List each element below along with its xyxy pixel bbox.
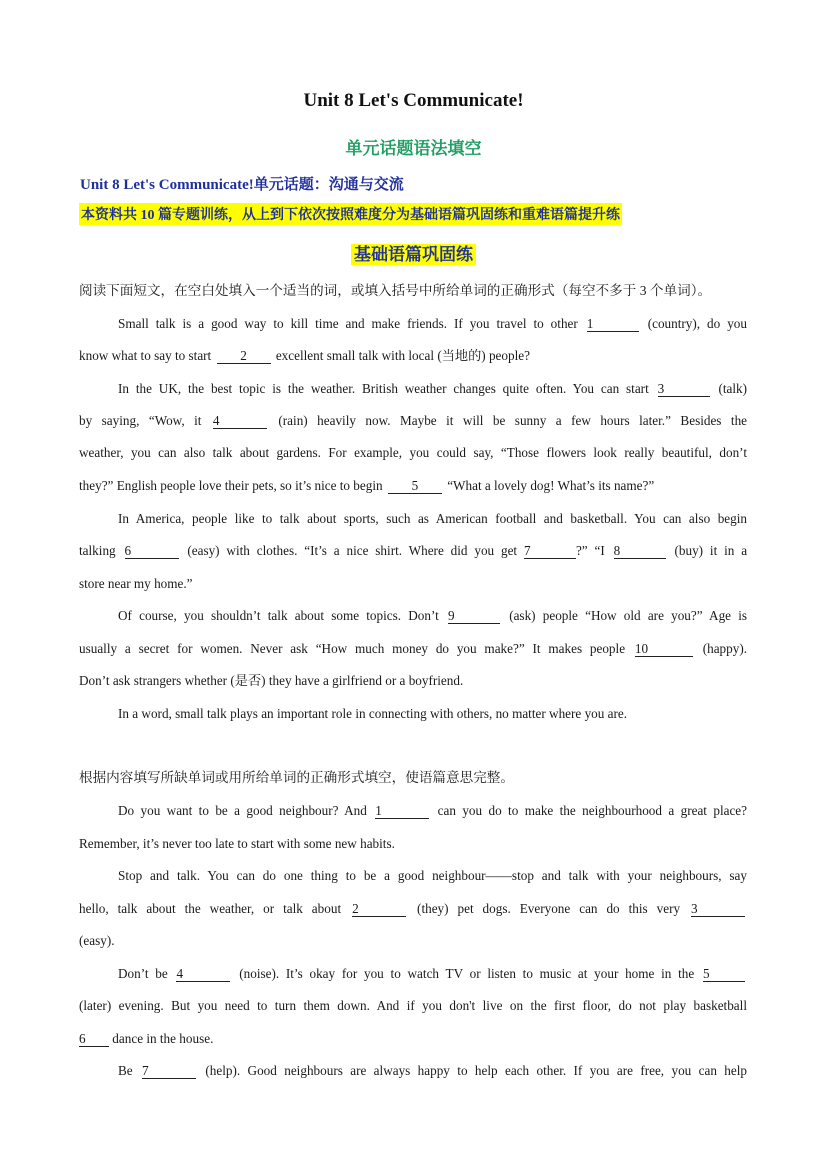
p1-line: weather, you can also talk about gardens. For example, you could say, “Those flowers look really beautiful, don’t	[79, 445, 747, 460]
answer-blank[interactable]: 3	[691, 901, 745, 917]
p2-line: (easy).	[79, 933, 115, 948]
answer-blank[interactable]: 7	[524, 543, 576, 559]
p1-line: In a word, small talk plays an important role in connecting with others, no matter where you are.	[118, 706, 628, 721]
answer-blank[interactable]: 9	[448, 608, 500, 624]
section-heading-text: 基础语篇巩固练	[351, 244, 476, 265]
answer-blank[interactable]: 10	[635, 641, 693, 657]
answer-blank[interactable]: 1	[375, 803, 429, 819]
answer-blank[interactable]: 6	[125, 543, 179, 559]
p1-line: know what to say to start 2 excellent small talk with local (当地的) people?	[79, 348, 530, 363]
answer-blank[interactable]: 4	[176, 966, 230, 982]
answer-blank[interactable]: 5	[388, 478, 442, 494]
answer-blank[interactable]: 5	[703, 966, 745, 982]
p2-line: Stop and talk. You can do one thing to be a good neighbour——stop and talk with your neighbours, say	[118, 868, 747, 883]
answer-blank[interactable]: 4	[213, 413, 267, 429]
answer-blank[interactable]: 3	[658, 381, 710, 397]
highlight-note: 本资料共 10 篇专题训练，从上到下依次按照难度分为基础语篇巩固练和重难语篇提升练	[79, 203, 622, 225]
p1-line: Small talk is a good way to kill time and make friends. If you travel to other 1 (country), do you	[118, 316, 747, 331]
passage2-instruction: 根据内容填写所缺单词或用所给单词的正确形式填空，使语篇意思完整。	[79, 770, 514, 785]
answer-blank[interactable]: 2	[217, 348, 271, 364]
section-heading	[0, 240, 827, 265]
answer-blank[interactable]: 2	[352, 901, 406, 917]
p2-line: hello, talk about the weather, or talk about 2 (they) pet dogs. Everyone can do this very 3	[79, 900, 747, 918]
p2-line: Be 7 (help). Good neighbours are always happy to help each other. If you are free, you can help	[118, 1063, 748, 1078]
answer-blank[interactable]: 7	[142, 1063, 196, 1079]
p2-line: (later) evening. But you need to turn them down. And if you don't live on the first floor, do not play basketball	[79, 998, 747, 1013]
p1-line: Don’t ask strangers whether (是否) they have a girlfriend or a boyfriend.	[79, 673, 464, 688]
answer-blank[interactable]: 8	[614, 543, 666, 559]
p1-line: talking 6 (easy) with clothes. “It’s a nice shirt. Where did you get 7 ?” “I 8 (buy) it in a	[79, 543, 748, 558]
p1-line: In America, people like to talk about sports, such as American football and basketball. You can also begin	[118, 511, 747, 526]
passage1-instruction: 阅读下面短文，在空白处填入一个适当的词，或填入括号中所给单词的正确形式（每空不多于 3 个单词）。	[79, 283, 712, 298]
p1-line: In the UK, the best topic is the weather. British weather changes quite often. You can start 3 (talk)	[118, 381, 748, 396]
page-subtitle: 单元话题语法填空	[345, 139, 482, 158]
p2-line: Do you want to be a good neighbour? And 1 can you do to make the neighbourhood a great place?	[118, 803, 748, 818]
p2-line: Don’t be 4 (noise). It’s okay for you to watch TV or listen to music at your home in the 5	[118, 965, 747, 983]
p1-line: they?” English people love their pets, so it’s nice to begin 5 “What a lovely dog! What’s its name?”	[79, 478, 655, 493]
page-title: Unit 8 Let's Communicate!	[303, 90, 524, 111]
p2-line: Remember, it’s never too late to start with some new habits.	[79, 836, 395, 851]
answer-blank[interactable]: 1	[587, 316, 639, 332]
unit-topic: Unit 8 Let's Communicate!单元话题：沟通与交流	[80, 177, 404, 193]
p1-line: Of course, you shouldn’t talk about some topics. Don’t 9 (ask) people “How old are you?” Age is	[118, 608, 748, 623]
answer-blank[interactable]: 6	[79, 1031, 109, 1047]
p1-line: by saying, “Wow, it 4 (rain) heavily now. Maybe it will be sunny a few hours later.” Besides the	[79, 413, 748, 428]
p2-line: 6 dance in the house.	[79, 1031, 214, 1046]
p1-line: store near my home.”	[79, 576, 193, 591]
p1-line: usually a secret for women. Never ask “How much money do you make?” It makes people 10 (happy).	[79, 641, 748, 656]
